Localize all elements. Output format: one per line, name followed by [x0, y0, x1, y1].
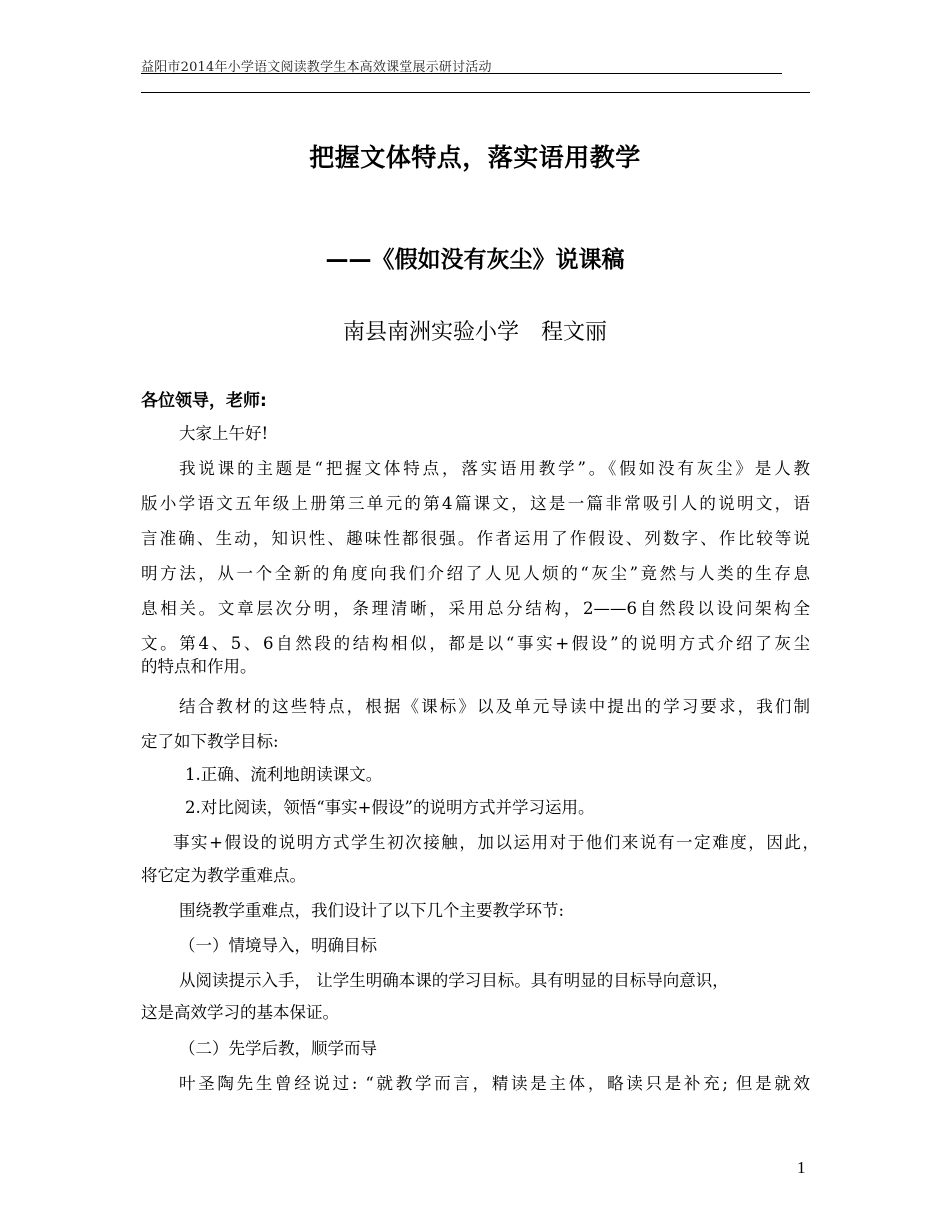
body-line: 叶圣陶先生曾经说过: “就教学而言，精读是主体，略读只是补充; 但是就效	[179, 1074, 810, 1093]
header-rule	[141, 73, 782, 74]
body-line: 事实+假设的说明方式学生初次接触，加以运用对于他们来说有一定难度，因此，	[173, 833, 819, 852]
document-subtitle: ——《假如没有灰尘》说课稿	[325, 247, 625, 273]
salutation: 各位领导，老师:	[141, 391, 267, 411]
body-line: 版小学语文五年级上册第三单元的第4篇课文，这是一篇非常吸引人的说明文，语	[141, 494, 810, 513]
page-number: 1	[797, 1158, 806, 1177]
body-line: 结合教材的这些特点，根据《课标》以及单元导读中提出的学习要求，我们制	[179, 697, 810, 716]
body-line: 2.对比阅读，领悟“事实+假设”的说明方式并学习运用。	[185, 798, 595, 817]
body-line: 1.正确、流利地朗读课文。	[185, 765, 383, 784]
body-line: 息相关。文章层次分明，条理清晰，采用总分结构，2——6自然段以设问架构全	[141, 599, 810, 618]
body-line: 的特点和作用。	[141, 657, 257, 676]
document-title: 把握文体特点，落实语用教学	[309, 143, 641, 172]
body-line: 文。第4、5、6自然段的结构相似，都是以“事实+假设”的说明方式介绍了灰尘	[141, 634, 810, 653]
body-line: （二）先学后教，顺学而导	[179, 1039, 377, 1058]
header-text: 益阳市2014年小学语文阅读教学生本高效课堂展示研讨活动	[141, 60, 492, 75]
body-line: 明方法，从一个全新的角度向我们介绍了人见人烦的“灰尘”竟然与人类的生存息	[141, 564, 810, 583]
body-line: 从阅读提示入手， 让学生明确本课的学习目标。具有明显的目标导向意识，	[179, 971, 729, 990]
author-line: 南县南洲实验小学 程文丽	[342, 320, 607, 345]
body-line: 大家上午好!	[179, 424, 269, 443]
body-line: 言准确、生动，知识性、趣味性都很强。作者运用了作假设、列数字、作比较等说	[141, 529, 810, 548]
body-line: 我说课的主题是“把握文体特点，落实语用教学”。《假如没有灰尘》是人教	[179, 459, 810, 478]
header-rule-thick	[141, 92, 810, 93]
body-line: 围绕教学重难点，我们设计了以下几个主要教学环节:	[179, 901, 565, 920]
body-line: 将它定为教学重难点。	[141, 866, 306, 885]
body-line: 定了如下教学目标:	[141, 732, 279, 751]
body-line: 这是高效学习的基本保证。	[141, 1003, 339, 1022]
body-line: （一）情境导入，明确目标	[179, 936, 377, 955]
